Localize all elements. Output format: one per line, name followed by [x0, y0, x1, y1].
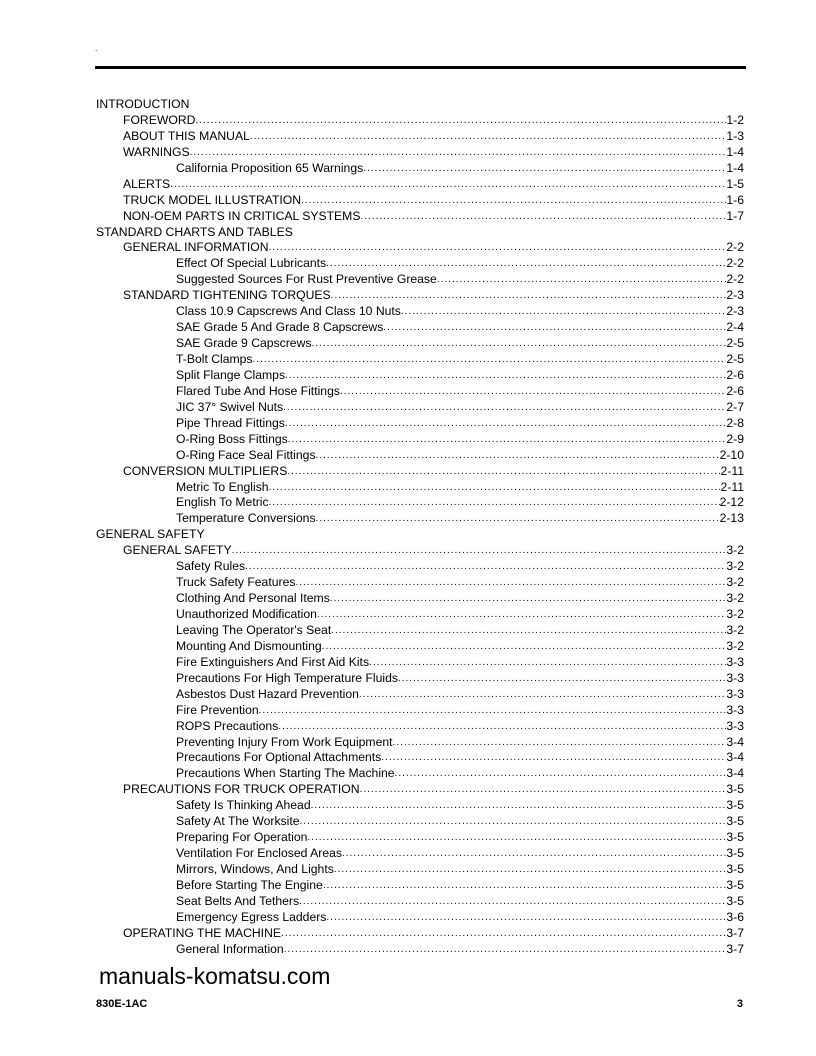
- toc-entry-label: Flared Tube And Hose Fittings: [176, 383, 340, 398]
- toc-entry[interactable]: [96, 161, 744, 177]
- toc-entry-page: 2-3: [726, 288, 744, 303]
- toc-entry-page: 2-4: [726, 320, 744, 335]
- toc-entry-page: 3-7: [726, 925, 744, 940]
- footer-page-number: 3: [736, 998, 743, 1010]
- toc-entry-label: Pipe Thread Fittings: [176, 415, 285, 430]
- toc-entry[interactable]: [96, 750, 744, 766]
- toc-entry[interactable]: [96, 846, 744, 862]
- toc-entry-label: Ventilation For Enclosed Areas: [176, 846, 342, 861]
- toc-entry-page: 3-4: [726, 734, 744, 749]
- toc-entry[interactable]: [96, 926, 744, 942]
- toc-entry[interactable]: [96, 942, 744, 958]
- toc-entry-label: GENERAL SAFETY: [96, 527, 205, 542]
- toc-entry[interactable]: [96, 416, 744, 432]
- toc-entry-label: Truck Safety Features: [176, 575, 296, 590]
- toc-entry[interactable]: [96, 862, 744, 878]
- toc-entry[interactable]: [96, 432, 744, 448]
- toc-entry-page: 2-9: [726, 431, 744, 446]
- toc-entry-page: 2-5: [726, 336, 744, 351]
- toc-entry-label: Safety At The Worksite: [176, 814, 300, 829]
- dot-leader: [369, 655, 726, 671]
- toc-entry[interactable]: [96, 782, 744, 798]
- dot-leader: [170, 177, 726, 193]
- dot-leader: [401, 304, 726, 320]
- dot-leader: [317, 607, 726, 623]
- toc-entry[interactable]: [96, 910, 744, 926]
- toc-entry-label: PRECAUTIONS FOR TRUCK OPERATION: [123, 782, 360, 797]
- toc-entry-page: 3-3: [726, 670, 744, 685]
- toc-entry-label: Leaving The Operator's Seat: [176, 622, 332, 637]
- toc-entry-label: Clothing And Personal Items: [176, 591, 330, 606]
- toc-entry[interactable]: [96, 320, 744, 336]
- toc-section-heading: [96, 97, 744, 113]
- dot-leader: [331, 288, 727, 304]
- toc-entry-label: GENERAL INFORMATION: [123, 240, 269, 255]
- toc-entry-page: 3-2: [726, 575, 744, 590]
- toc-entry-page: 3-3: [726, 702, 744, 717]
- toc-entry-label: TRUCK MODEL ILLUSTRATION: [123, 192, 302, 207]
- dot-leader: [342, 846, 726, 862]
- toc-entry[interactable]: [96, 256, 744, 272]
- toc-entry-label: NON-OEM PARTS IN CRITICAL SYSTEMS: [123, 208, 361, 223]
- toc-entry[interactable]: [96, 607, 744, 623]
- toc-entry-label: JIC 37° Swivel Nuts: [176, 399, 284, 414]
- toc-entry-label: Effect Of Special Lubricants: [176, 256, 327, 271]
- toc-entry[interactable]: [96, 559, 744, 575]
- toc-entry[interactable]: [96, 209, 744, 225]
- toc-entry-label: Unauthorized Modification: [176, 607, 317, 621]
- dot-leader: [360, 782, 727, 798]
- toc-entry-label: O-Ring Face Seal Fittings: [176, 447, 316, 462]
- toc-entry-page: 3-5: [726, 846, 744, 861]
- footer-doc-id: 830E-1AC: [96, 998, 148, 1010]
- toc-entry-page: 3-2: [726, 607, 744, 621]
- dot-leader: [250, 129, 727, 145]
- toc-entry[interactable]: [96, 368, 744, 384]
- toc-entry[interactable]: [96, 575, 744, 591]
- dot-leader: [326, 256, 726, 272]
- dot-leader: [232, 543, 727, 559]
- toc-entry[interactable]: [96, 129, 744, 145]
- dot-leader: [295, 575, 726, 591]
- toc-entry-page: 3-2: [726, 543, 744, 558]
- dot-leader: [331, 623, 726, 639]
- toc-entry-page: 2-6: [726, 367, 744, 382]
- toc-entry-label: STANDARD CHARTS AND TABLES: [96, 224, 293, 239]
- toc-entry[interactable]: [96, 894, 744, 910]
- dot-leader: [330, 591, 727, 607]
- toc-entry-label: Precautions For Optional Attachments: [176, 750, 382, 765]
- toc-entry-page: 1-4: [726, 160, 744, 175]
- toc-entry-page: 2-11: [720, 463, 744, 478]
- toc-entry-label: Seat Belts And Tethers: [176, 893, 300, 908]
- toc-entry[interactable]: [96, 719, 744, 735]
- toc-entry[interactable]: [96, 735, 744, 751]
- dot-leader: [283, 400, 726, 416]
- toc-entry[interactable]: [96, 384, 744, 400]
- toc-entry-page: 3-5: [726, 830, 744, 845]
- dot-leader: [334, 862, 727, 878]
- toc-entry-label: Preparing For Operation: [176, 830, 308, 845]
- dot-leader: [359, 687, 726, 703]
- toc-entry[interactable]: [96, 448, 744, 464]
- dot-leader: [253, 352, 727, 368]
- toc-entry-label: INTRODUCTION: [96, 97, 190, 111]
- toc-entry-page: 1-7: [726, 208, 744, 223]
- toc-entry-label: Fire Prevention: [176, 702, 259, 717]
- toc-entry-label: SAE Grade 5 And Grade 8 Capscrews: [176, 320, 384, 335]
- toc-entry-label: FOREWORD: [123, 112, 196, 127]
- toc-entry[interactable]: [96, 400, 744, 416]
- dot-leader: [360, 209, 726, 225]
- dot-leader: [269, 240, 727, 256]
- toc-entry-label: Suggested Sources For Rust Preventive Grease: [176, 272, 437, 287]
- toc-entry[interactable]: [96, 703, 744, 719]
- dot-leader: [340, 384, 726, 400]
- toc-entry[interactable]: [96, 798, 744, 814]
- toc-entry-page: 3-5: [726, 782, 744, 797]
- dot-leader: [437, 272, 727, 288]
- toc-entry[interactable]: [96, 336, 744, 352]
- dot-leader: [195, 113, 726, 129]
- toc-entry-label: OPERATING THE MACHINE: [123, 925, 282, 940]
- toc-entry-label: Asbestos Dust Hazard Prevention: [176, 686, 359, 701]
- toc-entry-label: Safety Rules: [176, 559, 246, 574]
- table-of-contents: [96, 97, 744, 958]
- dot-leader: [322, 639, 727, 655]
- toc-entry[interactable]: [96, 352, 744, 368]
- toc-entry-label: T-Bolt Clamps: [176, 352, 253, 366]
- toc-entry-label: ROPS Precautions: [176, 718, 279, 733]
- dot-leader: [311, 336, 726, 352]
- watermark: manuals-komatsu.com: [99, 963, 331, 989]
- toc-entry-page: 2-5: [726, 352, 744, 366]
- dot-leader: [383, 320, 726, 336]
- dot-leader: [299, 894, 726, 910]
- toc-entry-page: 2-8: [726, 415, 744, 430]
- toc-entry-page: 3-2: [726, 638, 744, 653]
- dot-leader: [288, 432, 727, 448]
- dot-leader: [281, 926, 726, 942]
- toc-section-heading: [96, 527, 744, 543]
- toc-entry[interactable]: [96, 145, 744, 161]
- dot-leader: [269, 480, 721, 496]
- toc-entry-label: ALERTS: [123, 176, 171, 191]
- toc-entry[interactable]: [96, 623, 744, 639]
- header-rule: [95, 66, 746, 69]
- toc-entry-page: 3-5: [726, 893, 744, 908]
- toc-entry-page: 2-2: [726, 272, 744, 287]
- toc-entry-label: Fire Extinguishers And First Aid Kits: [176, 654, 370, 669]
- dot-leader: [316, 448, 720, 464]
- toc-entry-label: English To Metric: [176, 495, 269, 510]
- toc-entry-label: Precautions For High Temperature Fluids: [176, 670, 398, 685]
- dot-leader: [398, 671, 726, 687]
- toc-entry[interactable]: [96, 543, 744, 559]
- dot-leader: [285, 416, 727, 432]
- toc-entry[interactable]: [96, 193, 744, 209]
- dot-leader: [300, 814, 727, 830]
- toc-entry-label: ABOUT THIS MANUAL: [123, 128, 250, 143]
- toc-entry-label: Split Flange Clamps: [176, 367, 286, 382]
- toc-entry-page: 3-5: [726, 814, 744, 829]
- toc-entry[interactable]: [96, 766, 744, 782]
- toc-entry-label: CONVERSION MULTIPLIERS: [123, 463, 288, 478]
- dot-leader: [381, 750, 726, 766]
- toc-entry-label: Mirrors, Windows, And Lights: [176, 862, 334, 876]
- toc-entry-page: 1-4: [726, 144, 744, 159]
- toc-entry-page: 3-3: [726, 654, 744, 669]
- toc-entry-label: SAE Grade 9 Capscrews: [176, 336, 312, 351]
- toc-entry-label: Precautions When Starting The Machine: [176, 766, 395, 781]
- header-mark: .: [95, 44, 98, 53]
- toc-section-heading: [96, 225, 744, 241]
- toc-entry-label: Mounting And Dismounting: [176, 638, 322, 653]
- dot-leader: [311, 798, 727, 814]
- toc-entry-label: O-Ring Boss Fittings: [176, 431, 288, 446]
- toc-entry-page: 2-11: [720, 479, 744, 494]
- toc-entry[interactable]: [96, 495, 744, 511]
- toc-entry-page: 3-4: [726, 750, 744, 765]
- toc-entry[interactable]: [96, 687, 744, 703]
- toc-entry-label: Class 10.9 Capscrews And Class 10 Nuts: [176, 304, 401, 319]
- toc-entry[interactable]: [96, 814, 744, 830]
- toc-entry-page: 1-3: [726, 128, 744, 143]
- toc-entry-label: STANDARD TIGHTENING TORQUES: [123, 288, 331, 303]
- dot-leader: [363, 161, 726, 177]
- toc-entry-label: Metric To English: [176, 479, 269, 494]
- toc-entry-page: 3-3: [726, 718, 744, 733]
- toc-entry-label: Before Starting The Engine: [176, 877, 323, 892]
- toc-entry[interactable]: [96, 113, 744, 129]
- toc-entry-label: Preventing Injury From Work Equipment: [176, 734, 393, 749]
- toc-entry-page: 3-4: [726, 766, 744, 781]
- toc-entry-page: 1-5: [726, 176, 744, 191]
- toc-entry-page: 2-2: [726, 240, 744, 255]
- toc-entry-page: 2-6: [726, 383, 744, 398]
- dot-leader: [307, 830, 726, 846]
- toc-entry-page: 3-7: [726, 941, 744, 956]
- toc-entry[interactable]: [96, 304, 744, 320]
- dot-leader: [269, 495, 720, 511]
- toc-entry-page: 2-13: [719, 511, 744, 526]
- toc-entry-page: 3-5: [726, 877, 744, 892]
- toc-entry-page: 3-2: [726, 622, 744, 637]
- toc-entry[interactable]: [96, 830, 744, 846]
- toc-entry-page: 2-3: [726, 304, 744, 319]
- toc-entry[interactable]: [96, 177, 744, 193]
- toc-entry-page: 3-5: [726, 798, 744, 813]
- toc-entry-page: 3-2: [726, 591, 744, 606]
- dot-leader: [245, 559, 726, 575]
- toc-entry-label: General Information: [176, 941, 284, 956]
- toc-entry-label: Safety Is Thinking Ahead: [176, 798, 311, 813]
- toc-entry-label: Emergency Egress Ladders: [176, 909, 327, 924]
- toc-entry-page: 3-5: [726, 862, 744, 876]
- toc-entry-label: GENERAL SAFETY: [123, 543, 232, 558]
- toc-entry[interactable]: [96, 511, 744, 527]
- dot-leader: [301, 193, 726, 209]
- dot-leader: [278, 719, 726, 735]
- dot-leader: [190, 145, 727, 161]
- dot-leader: [393, 735, 727, 751]
- toc-entry[interactable]: [96, 655, 744, 671]
- toc-entry[interactable]: [96, 288, 744, 304]
- toc-entry-label: Temperature Conversions: [176, 511, 316, 526]
- toc-entry-page: 2-10: [719, 447, 744, 462]
- toc-entry-page: 1-2: [726, 112, 744, 127]
- dot-leader: [285, 368, 726, 384]
- toc-entry[interactable]: [96, 480, 744, 496]
- dot-leader: [323, 878, 727, 894]
- toc-entry[interactable]: [96, 639, 744, 655]
- toc-entry-page: 2-2: [726, 256, 744, 271]
- dot-leader: [326, 910, 726, 926]
- dot-leader: [287, 464, 720, 480]
- toc-entry[interactable]: [96, 272, 744, 288]
- toc-entry-page: 2-7: [726, 399, 744, 414]
- dot-leader: [284, 942, 727, 958]
- toc-entry-page: 3-6: [726, 909, 744, 924]
- toc-entry-label: California Proposition 65 Warnings: [176, 160, 364, 175]
- toc-entry[interactable]: [96, 464, 744, 480]
- toc-entry-page: 3-3: [726, 686, 744, 701]
- dot-leader: [316, 511, 720, 527]
- toc-entry-page: 3-2: [726, 559, 744, 574]
- toc-entry-page: 2-12: [719, 495, 744, 510]
- dot-leader: [259, 703, 727, 719]
- dot-leader: [395, 766, 727, 782]
- toc-entry-page: 1-6: [726, 192, 744, 207]
- toc-entry[interactable]: [96, 591, 744, 607]
- toc-entry-label: WARNINGS: [123, 144, 190, 159]
- toc-entry[interactable]: [96, 671, 744, 687]
- toc-entry[interactable]: [96, 240, 744, 256]
- toc-entry[interactable]: [96, 878, 744, 894]
